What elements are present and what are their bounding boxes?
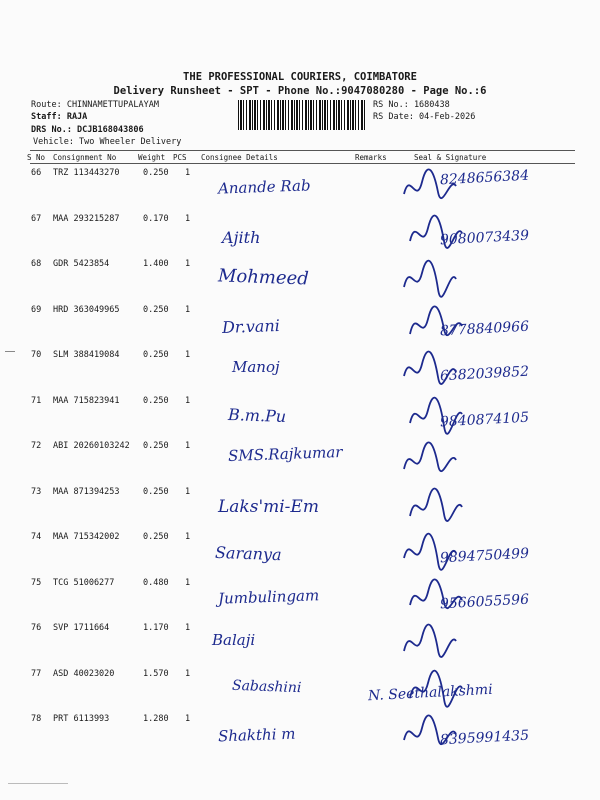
- row-pcs: 1: [185, 486, 191, 497]
- signature-scribble: [400, 259, 460, 299]
- signature-handwriting: N. Seethalakshmi: [367, 681, 494, 704]
- signature-scribble: [406, 487, 466, 527]
- row-pcs: 1: [185, 668, 191, 679]
- row-sno: 72: [31, 441, 42, 451]
- table-row: [0, 532, 600, 578]
- row-sno: 68: [31, 259, 42, 269]
- row-weight: 0.170: [143, 213, 169, 224]
- row-weight: 0.250: [143, 168, 169, 178]
- consignee-handwriting: Ajith: [222, 227, 261, 247]
- row-weight: 1.280: [143, 714, 169, 724]
- row-sno: 67: [31, 213, 42, 224]
- row-weight: 0.250: [143, 441, 169, 451]
- scan-edge-mark: [8, 783, 68, 784]
- row-pcs: 1: [185, 714, 191, 724]
- table-row: [0, 623, 600, 669]
- row-pcs: 1: [185, 304, 191, 315]
- row-pcs: 1: [185, 259, 191, 269]
- rs-date: RS Date: 04-Feb-2026: [373, 112, 476, 122]
- table-row: [0, 578, 600, 624]
- row-consignment: TRZ 113443270: [53, 168, 120, 178]
- row-weight: 1.400: [143, 259, 169, 269]
- signature-handwriting: 9840874105: [439, 409, 530, 430]
- table-row: [0, 396, 600, 442]
- route-label: Route: CHINNAMETTUPALAYAM: [31, 100, 159, 110]
- col-weight: Weight: [138, 153, 166, 162]
- signature-handwriting: 6382039852: [439, 363, 530, 385]
- consignee-handwriting: Sabashini: [231, 677, 302, 696]
- row-consignment: SVP 1711664: [53, 623, 110, 633]
- col-consignee: Consignee Details: [201, 153, 278, 162]
- row-sno: 71: [31, 395, 42, 406]
- row-pcs: 1: [185, 213, 191, 224]
- row-sno: 70: [31, 350, 42, 360]
- consignee-handwriting: Dr.vani: [221, 315, 281, 337]
- row-pcs: 1: [185, 532, 191, 542]
- row-pcs: 1: [185, 395, 191, 406]
- signature-scribble: [400, 623, 460, 663]
- row-weight: 0.250: [143, 395, 169, 406]
- signature-handwriting: 9080073439: [439, 227, 530, 248]
- row-pcs: 1: [185, 350, 191, 360]
- row-sno: 77: [31, 668, 42, 679]
- row-consignment: SLM 388419084: [53, 350, 120, 360]
- company-title: THE PROFESSIONAL COURIERS, COIMBATORE: [183, 71, 417, 83]
- row-consignment: MAA 871394253: [53, 486, 120, 497]
- row-consignment: MAA 715342002: [53, 532, 120, 542]
- table-row: [0, 168, 600, 214]
- row-weight: 0.250: [143, 486, 169, 497]
- col-sno: S No: [27, 153, 46, 162]
- row-sno: 75: [31, 577, 42, 588]
- consignee-handwriting: SMS.Rajkumar: [227, 443, 343, 465]
- col-remarks: Remarks: [355, 153, 387, 162]
- signature-handwriting: 9894750499: [439, 545, 530, 567]
- col-consignment: Consignment No: [53, 153, 117, 162]
- row-consignment: MAA 715823941: [53, 395, 120, 406]
- consignee-handwriting: Anande Rab: [217, 176, 311, 198]
- consignee-handwriting: Balaji: [212, 631, 256, 649]
- row-pcs: 1: [185, 441, 191, 451]
- staff-label: Staff: RAJA: [31, 112, 88, 122]
- col-pcs: PCS: [173, 153, 187, 162]
- table-row: [0, 487, 600, 533]
- row-weight: 0.480: [143, 577, 169, 588]
- row-consignment: ASD 40023020: [53, 668, 115, 679]
- table-row: [0, 714, 600, 760]
- col-seal: Seal & Signature: [414, 153, 487, 162]
- signature-handwriting: 9566055596: [439, 591, 530, 612]
- table-row: [0, 669, 600, 715]
- consignee-handwriting: Mohmeed: [217, 265, 310, 290]
- row-pcs: 1: [185, 623, 191, 633]
- rs-number: RS No.: 1680438: [373, 100, 450, 110]
- header-bottom-rule: [30, 163, 575, 164]
- barcode: [238, 100, 366, 130]
- table-row: [0, 305, 600, 351]
- signature-scribble: [400, 441, 460, 481]
- row-pcs: 1: [185, 577, 191, 588]
- consignee-handwriting: B.m.Pu: [227, 404, 287, 426]
- row-consignment: HRD 363049965: [53, 304, 120, 315]
- row-sno: 78: [31, 714, 42, 724]
- row-consignment: PRT 6113993: [53, 714, 110, 724]
- row-consignment: ABI 20260103242: [53, 441, 130, 451]
- consignee-handwriting: Laks'mi-Em: [218, 496, 319, 517]
- table-row: [0, 350, 600, 396]
- drs-number: DRS No.: DCJB168043806: [31, 125, 144, 135]
- vehicle-label: Vehicle: Two Wheeler Delivery: [33, 137, 182, 147]
- scan-edge-mark: [5, 351, 15, 352]
- signature-handwriting: 8395991435: [439, 727, 530, 749]
- row-pcs: 1: [185, 168, 191, 178]
- row-sno: 76: [31, 623, 42, 633]
- row-weight: 1.170: [143, 623, 169, 633]
- row-weight: 1.570: [143, 668, 169, 679]
- consignee-handwriting: Saranya: [214, 542, 282, 565]
- consignee-handwriting: Shakthi m: [217, 724, 296, 746]
- row-sno: 74: [31, 532, 42, 542]
- signature-handwriting: 8248656384: [439, 167, 530, 189]
- row-weight: 0.250: [143, 532, 169, 542]
- row-weight: 0.250: [143, 304, 169, 315]
- row-consignment: GDR 5423854: [53, 259, 110, 269]
- table-row: [0, 259, 600, 305]
- signature-handwriting: 8778840966: [439, 318, 530, 339]
- table-row: [0, 441, 600, 487]
- row-weight: 0.250: [143, 350, 169, 360]
- table-row: [0, 214, 600, 260]
- row-consignment: TCG 51006277: [53, 577, 115, 588]
- header-top-rule: [30, 150, 575, 151]
- consignee-handwriting: Jumbulingam: [217, 585, 320, 608]
- consignee-handwriting: Manoj: [232, 358, 280, 376]
- row-consignment: MAA 293215287: [53, 213, 120, 224]
- row-sno: 69: [31, 304, 42, 315]
- row-sno: 73: [31, 486, 42, 497]
- runsheet-subtitle: Delivery Runsheet - SPT - Phone No.:9047080280 - Page No.:6: [113, 85, 487, 97]
- row-sno: 66: [31, 168, 42, 178]
